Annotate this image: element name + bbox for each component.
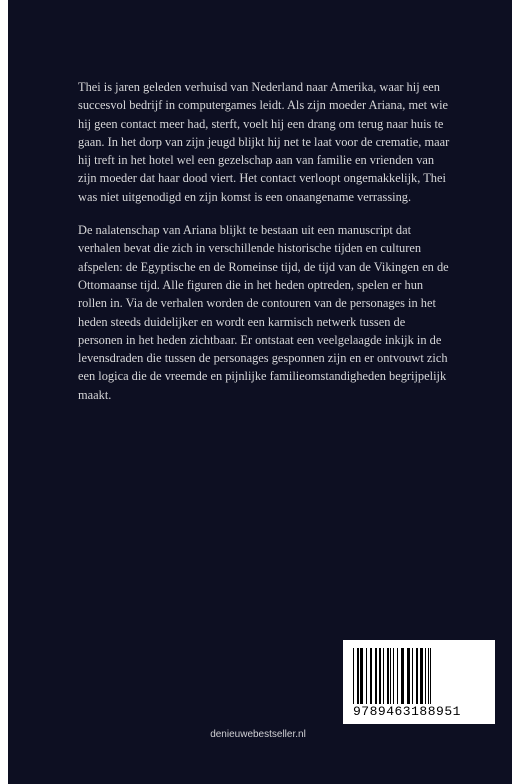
barcode-bar: [430, 648, 431, 704]
blurb-text: [78, 78, 450, 419]
blurb-paragraph-2: De nalatenschap van Ariana blijkt te bestaan uit een manuscript dat verhalen bevat die zich in verschillende historische tijden en culturen afspelen: de Egyptische en de Romeinse tijd, de tijd van de Vikingen en de Ottomaanse tijd. Alle figuren die in het heden optreden, spelen er hun rollen in. Via de verhalen worden de contouren van de personages in het heden steeds duidelijker en wordt een karmisch netwerk tussen de personen in het heden zichtbaar. Er ontstaat een veelgelaagde inkijk in de levensdraden die tussen de personages gesponnen zijn en er ontvouwt zich een logica die de vreemde en pijnlijke familieomstandigheden begrijpelijk maakt.: [78, 223, 449, 402]
barcode-number: 9789463188951: [353, 704, 461, 719]
barcode-bars: [353, 648, 489, 704]
isbn-barcode: [343, 640, 495, 724]
publisher-website: denieuwebestseller.nl: [210, 729, 306, 740]
blurb-paragraph-1: Thei is jaren geleden verhuisd van Nederland naar Amerika, waar hij een succesvol bedrijf in computergames leidt. Als zijn moeder Ariana, met wie hij geen contact meer had, sterft, voelt hij een drang om terug naar huis te gaan. In het dorp van zijn jeugd blijkt hij net te laat voor de crematie, maar hij treft in het hotel wel een gezelschap aan van familie en vrienden van zijn moeder dat haar dood viert. Het contact verloopt ongemakkelijk, Thei was niet uitgenodigd en zijn komst is een onaangename verrassing.: [78, 80, 450, 204]
